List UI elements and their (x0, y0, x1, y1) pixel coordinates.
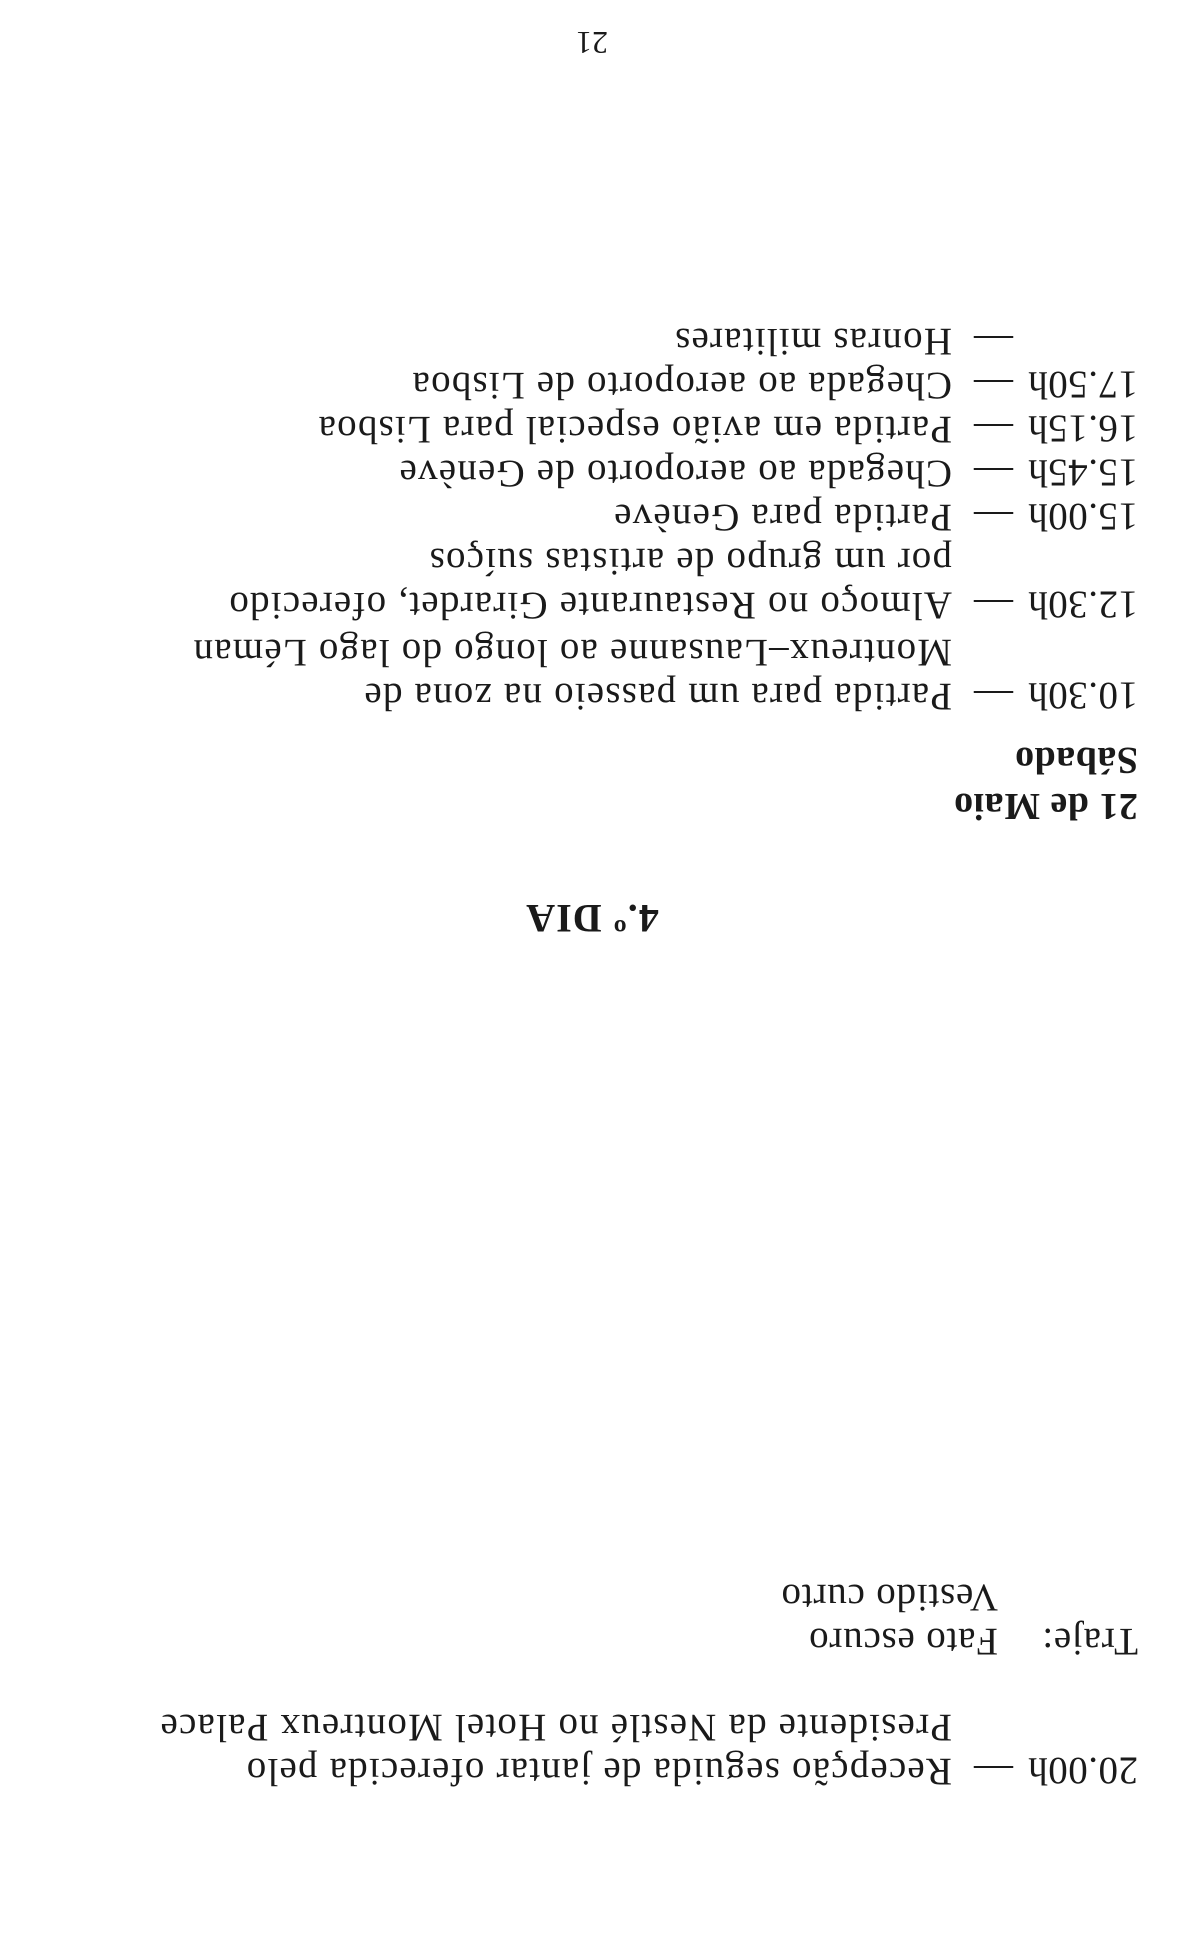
entry-description (159, 1705, 952, 1793)
entry-time: 16.15h (1027, 407, 1138, 450)
entry-description (192, 630, 952, 718)
entry-description-line: Partida para Genève (613, 496, 952, 539)
entry-description-line: Honras militares (673, 320, 952, 363)
dress-code-label: Traje: (1041, 1620, 1138, 1663)
schedule-entry-1230 (0, 540, 1138, 627)
dress-code-value: Fato escuro (808, 1620, 998, 1663)
schedule-entry-1750 (0, 363, 1138, 407)
entry-time: 20.00h (1027, 1749, 1138, 1792)
entry-description (228, 539, 952, 627)
entry-description-line: Partida em avião especial para Lisboa (317, 408, 952, 451)
entry-time: 10.30h (1027, 674, 1138, 717)
schedule-entry-1545 (0, 451, 1138, 495)
entry-dash: — (974, 674, 1013, 717)
entry-description (674, 319, 952, 363)
page-number: 21 (576, 25, 608, 61)
entry-description-line: por um grupo de artistas suíços (428, 540, 952, 583)
entry-dash: — (974, 407, 1013, 450)
entry-description-line: Montreux–Lausanne ao longo do lago Léman (192, 631, 952, 674)
entry-description (613, 495, 952, 539)
day-heading: 4.º DIA (525, 896, 659, 941)
entry-time: 17.50h (1027, 363, 1138, 406)
entry-description (398, 451, 952, 495)
entry-dash: — (974, 363, 1013, 406)
entry-dash: — (974, 495, 1013, 538)
entry-dash: — (974, 451, 1013, 494)
entry-description-line: Chegada ao aeroporto de Lisboa (411, 364, 952, 407)
entry-dash: — (974, 583, 1013, 626)
entry-time: 15.00h (1027, 495, 1138, 538)
entry-time: 12.30h (1027, 583, 1138, 626)
date-heading: 21 de Maio (953, 785, 1138, 827)
dress-code-value: Vestido curto (780, 1576, 998, 1619)
entry-description-line: Almoço no Restaurante Girardet, oferecido (228, 584, 952, 627)
schedule-entry-honras (0, 319, 1138, 363)
schedule-entry-1500 (0, 495, 1138, 539)
schedule-entry-1615 (0, 407, 1138, 451)
entry-time: 15.45h (1027, 451, 1138, 494)
schedule-entry-2000 (0, 1706, 1138, 1793)
entry-description-line: Partida para um passeio na zona de (363, 675, 952, 718)
entry-dash: — (974, 319, 1013, 362)
entry-description (317, 407, 952, 451)
weekday-heading: Sábado (1014, 739, 1138, 781)
entry-description-line: Recepção seguida de jantar oferecida pelo (245, 1750, 952, 1793)
entry-description-line: Chegada ao aeroporto de Genève (398, 452, 952, 495)
schedule-entry-1030 (0, 631, 1138, 718)
entry-description-line: Presidente da Nestlé no Hotel Montreux Palace (159, 1706, 952, 1749)
entry-description (411, 363, 952, 407)
entry-dash: — (974, 1749, 1013, 1792)
